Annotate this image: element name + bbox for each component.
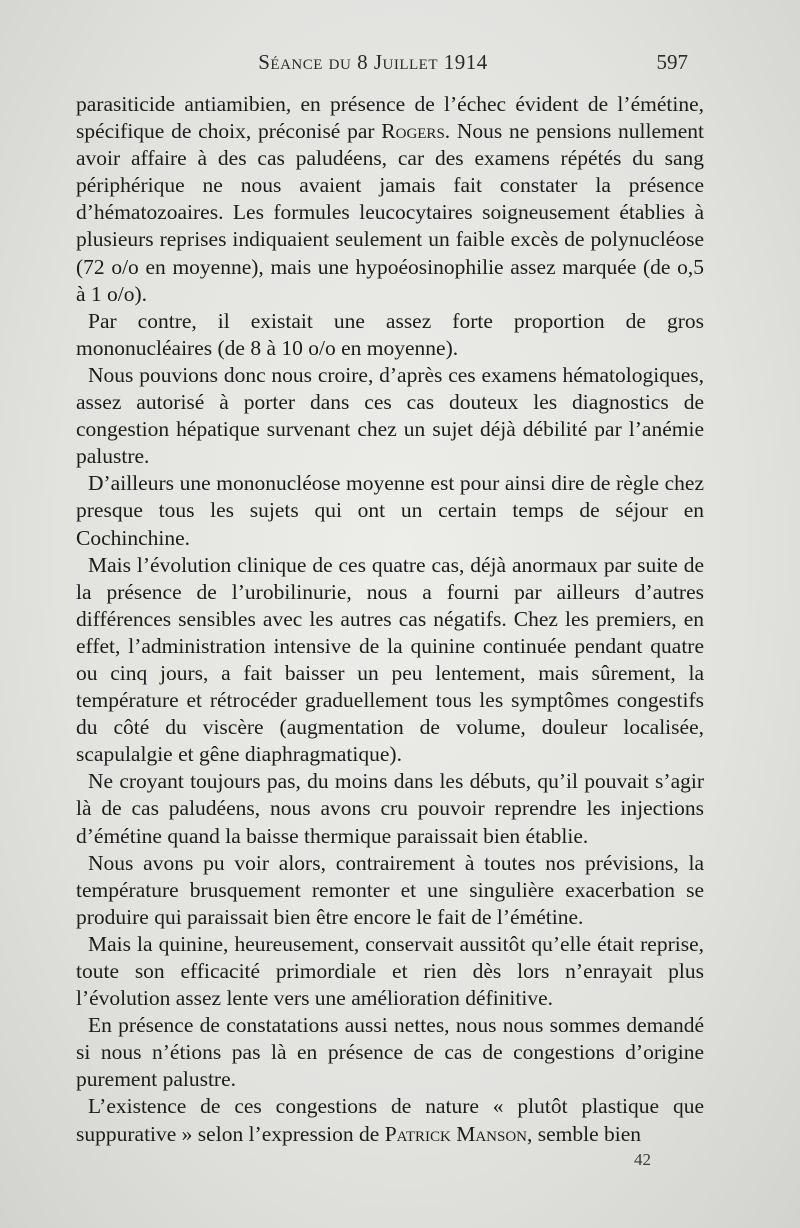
paragraph — [76, 850, 704, 931]
body-text — [76, 91, 704, 1148]
running-header — [0, 50, 800, 80]
paragraph — [76, 91, 704, 308]
paragraph — [76, 308, 704, 362]
paragraph — [76, 1012, 704, 1093]
text-segment: parasiticide antiamibien, en présence de l’échec évident de l’émétine, spécifique de choix, préconisé par — [76, 92, 704, 144]
paragraph — [76, 768, 704, 849]
text-segment: Nous pouvions donc nous croire, d’après ces examens hématologiques, assez autorisé à porter dans ces cas douteux les diagnostics de congestion hépatique survenant chez un sujet déjà débilité par l’anémie palustre. — [76, 362, 704, 469]
text-segment: Nous avons pu voir alors, contrairement à toutes nos prévisions, la température brusquement remonter et une singulière exacerbation se produire qui paraissait bien être encore le fait de l’émétine. — [76, 850, 704, 929]
text-segment: Par contre, il existait une assez forte proportion de gros mononucléaires (de 8 à 10 o/o en moyenne). — [76, 308, 704, 360]
text-segment: Mais la quinine, heureusement, conservait aussitôt qu’elle était reprise, toute son efficacité primordiale et rien dès lors n’enrayait plus l’évolution assez lente vers une amélioration définitive. — [76, 931, 704, 1011]
text-segment: Ne croyant toujours pas, du moins dans les débuts, qu’il pouvait s’agir là de cas paludéens, nous avons cru pouvoir reprendre les injections d’émétine quand la baisse thermique paraissait bien établie. — [76, 769, 704, 848]
text-segment: Mais l’évolution clinique de ces quatre cas, déjà anormaux par suite de la présence de l’urobilinurie, nous a fourni par ailleurs d’autres différences sensibles avec les autres cas négatifs. Chez les premiers, en effet, l’administration intensive de la quinine continuée pendant quatre ou cinq jours, a fait baisser un peu lentement, mais sûrement, la température et rétrocéder graduellement tous les symptômes congestifs du côté du viscère (augmentation de volume, douleur localisée, scapulalgie et gêne diaphragmatique). — [76, 552, 704, 767]
text-segment: , semble bien — [527, 1121, 642, 1146]
author-name: Rogers — [381, 119, 445, 144]
printer-signature-mark: 42 — [634, 1150, 651, 1169]
text-segment: D’ailleurs une mononucléose moyenne est pour ainsi dire de règle chez presque tous les sujets qui ont un certain temps de séjour en Cochinchine. — [76, 471, 704, 550]
paragraph — [76, 1093, 704, 1147]
text-segment: . Nous ne pensions nullement avoir affaire à des cas paludéens, car des examens répétés du sang périphérique ne nous avaient jamais fait constater la présence d’hématozoaires. Les formules leucocytaires soigneusement établies à plusieurs reprises indiquaient seulement un faible excès de polynucléose (72 o/o en moyenne), mais une hypoéosinophilie assez marquée (de o,5 à 1 o/o). — [76, 119, 704, 306]
header-title: Séance du 8 Juillet 1914 — [258, 50, 488, 74]
author-name: Patrick Manson — [384, 1121, 527, 1146]
paragraph — [76, 931, 704, 1012]
paragraph — [76, 362, 704, 470]
text-segment: L’existence de ces congestions de nature « plutôt plastique que suppurative » selon l’expression de — [76, 1094, 704, 1146]
paragraph — [76, 470, 704, 551]
paragraph — [76, 552, 704, 769]
text-segment: En présence de constatations aussi nettes, nous nous sommes demandé si nous n’étions pas là en présence de cas de congestions d’origine purement palustre. — [76, 1013, 704, 1092]
page-number: 597 — [656, 50, 688, 74]
